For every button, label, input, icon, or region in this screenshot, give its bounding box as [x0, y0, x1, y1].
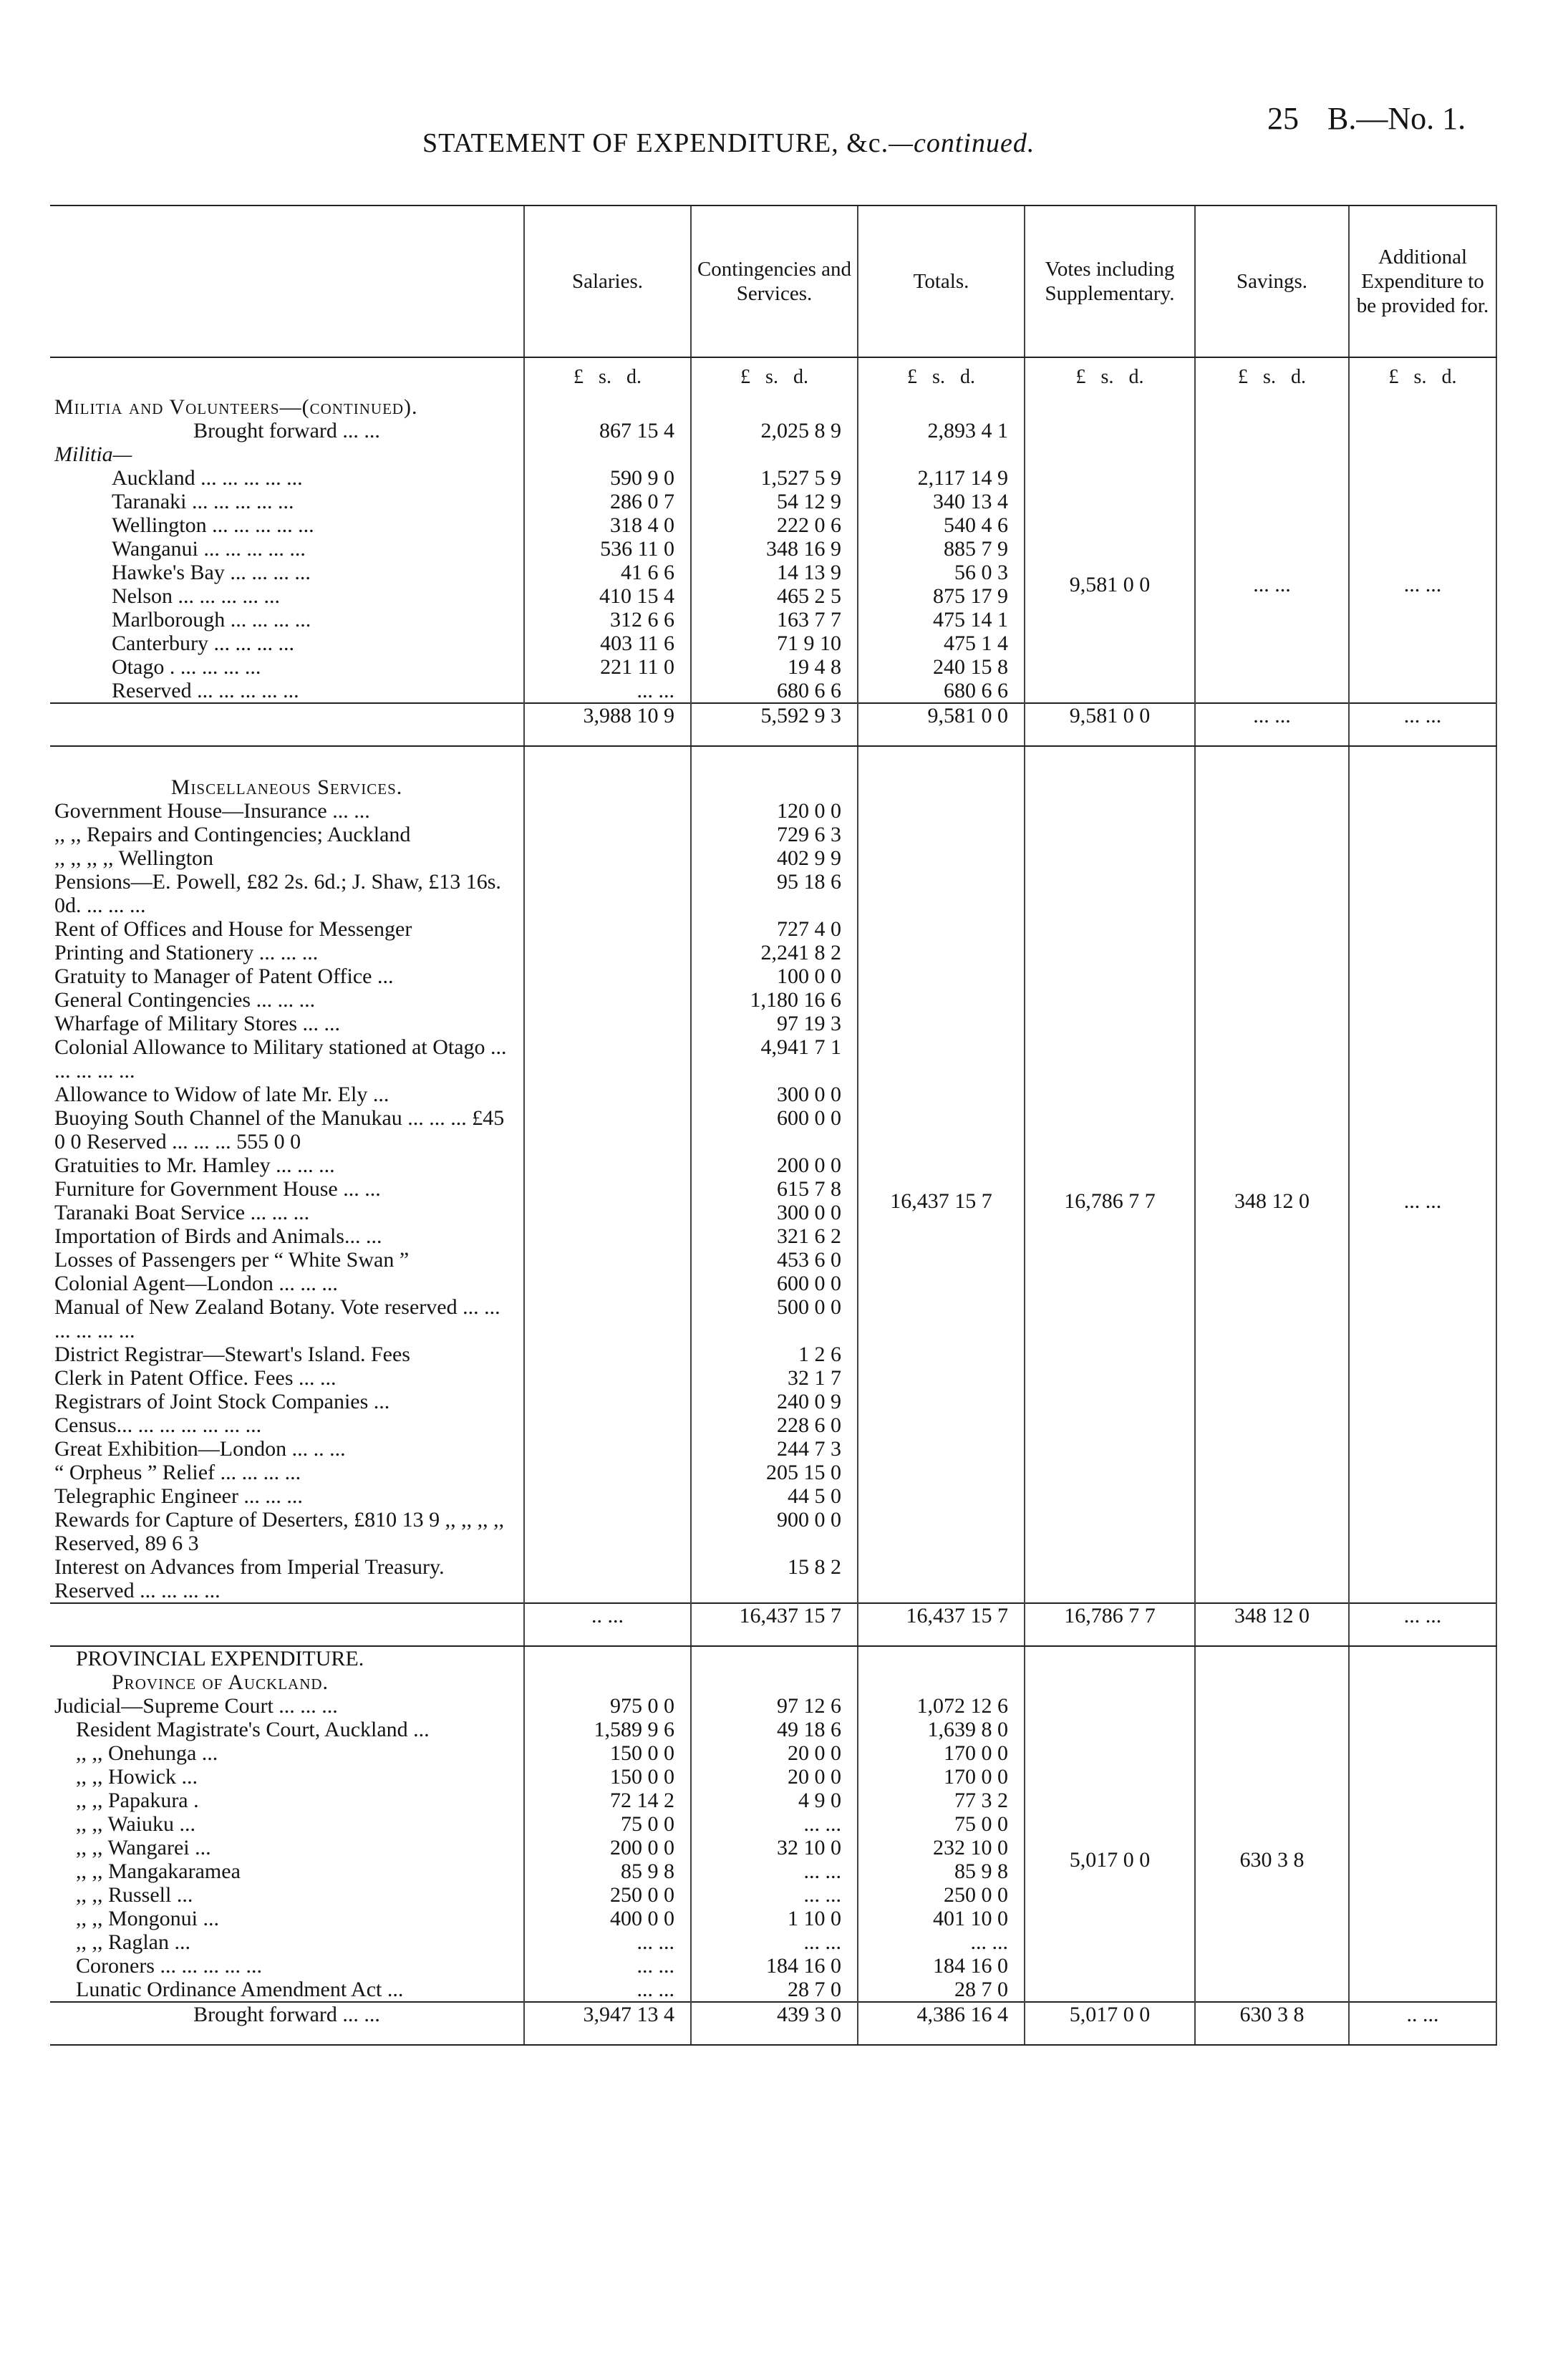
totals-cell: 401 10 0 — [858, 1907, 1025, 1930]
row-label: Furniture for Government House ... ... — [54, 1177, 381, 1201]
savings-total: 348 12 0 — [1195, 1603, 1349, 1646]
ledger-row — [50, 466, 1496, 490]
document-reference: B.—No. 1. — [1327, 101, 1466, 136]
salaries-cell: 1,589 9 6 — [524, 1718, 691, 1741]
brought-forward-label: Brought forward ... ... — [193, 419, 380, 442]
row-label: Canterbury ... ... ... ... — [112, 632, 294, 655]
units-row — [50, 357, 1496, 395]
contingencies-cell: 100 0 0 — [691, 964, 858, 988]
empty-cell — [858, 1670, 1025, 1694]
contingencies-cell: 95 18 6 — [691, 870, 858, 917]
contingencies-cell: 120 0 0 — [691, 799, 858, 823]
column-header-description — [50, 205, 524, 357]
totals-cell: 28 7 0 — [858, 1978, 1025, 2002]
contingencies-cell: 615 7 8 — [691, 1177, 858, 1201]
contingencies-cell: 465 2 5 — [691, 584, 858, 608]
row-label: District Registrar—Stewart's Island. Fees — [54, 1343, 410, 1366]
empty-cell — [1349, 442, 1496, 466]
subsection-heading: Province of Auckland. — [112, 1670, 329, 1694]
contingencies-cell: 244 7 3 — [691, 1437, 858, 1461]
contingencies-total: 16,437 15 7 — [691, 1603, 858, 1646]
salaries-cell — [524, 1508, 691, 1555]
row-label: ,, ,, Repairs and Contingencies; Auckland — [54, 823, 411, 846]
units-label: £ s. d. — [524, 357, 691, 395]
empty-cell — [1195, 746, 1349, 775]
totals-cell: ... ... — [858, 1930, 1025, 1954]
row-label: Rewards for Capture of Deserters, £810 13 9 ,, ,, ,, ,, Reserved, 89 6 3 — [54, 1508, 505, 1555]
salaries-cell — [524, 1012, 691, 1035]
contingencies-cell: 184 16 0 — [691, 1954, 858, 1978]
additional-total: ... ... — [1349, 703, 1496, 746]
totals-cell: 184 16 0 — [858, 1954, 1025, 1978]
row-label: ,, ,, Russell ... — [76, 1883, 193, 1907]
salaries-cell — [524, 846, 691, 870]
contingencies-cell: 300 0 0 — [691, 1201, 858, 1224]
brought-forward-row — [50, 419, 1496, 442]
contingencies-cell: ... ... — [691, 1930, 858, 1954]
column-header-contingencies: Contingencies and Services. — [691, 205, 858, 357]
contingencies-cell: 900 0 0 — [691, 1508, 858, 1555]
salaries-cell: 200 0 0 — [524, 1836, 691, 1859]
salaries-cell: 975 0 0 — [524, 1694, 691, 1718]
salaries-cell — [524, 1248, 691, 1272]
empty-cell — [1025, 1670, 1195, 1694]
row-label: Buoying South Channel of the Manukau ... ... ... £45 0 0 Reserved ... ... ... 555 0 0 — [54, 1106, 505, 1153]
salaries-cell: 400 0 0 — [524, 1907, 691, 1930]
row-label: Pensions—E. Powell, £82 2s. 6d.; J. Shaw, £13 16s. 0d. ... ... ... — [54, 870, 501, 917]
contingencies-cell: ... ... — [691, 1883, 858, 1907]
salaries-cell: 221 11 0 — [524, 655, 691, 679]
salaries-cell — [524, 1413, 691, 1437]
salaries-cell: 150 0 0 — [524, 1741, 691, 1765]
row-label: Wanganui ... ... ... ... ... — [112, 537, 306, 561]
row-label: ,, ,, Mongonui ... — [76, 1907, 220, 1930]
salaries-cell: 150 0 0 — [524, 1765, 691, 1789]
column-header-row — [50, 205, 1496, 357]
ledger-row — [50, 799, 1496, 823]
contingencies-cell: 300 0 0 — [691, 1083, 858, 1106]
empty-cell — [1025, 419, 1195, 442]
contingencies-total: 5,592 9 3 — [691, 703, 858, 746]
salaries-cell — [524, 1106, 691, 1153]
totals-cell: 540 4 6 — [858, 513, 1025, 537]
row-label: Manual of New Zealand Botany. Vote reserved ... ... ... ... ... ... — [54, 1295, 500, 1343]
row-label: Printing and Stationery ... ... ... — [54, 941, 319, 964]
row-label: ,, ,, Wangarei ... — [76, 1836, 211, 1859]
votes-cell-blank — [1025, 1694, 1195, 1718]
row-label: Great Exhibition—London ... .. ... — [54, 1437, 346, 1461]
contingencies-cell: 97 19 3 — [691, 1012, 858, 1035]
section-heading: PROVINCIAL EXPENDITURE. — [76, 1647, 364, 1670]
section-total-row — [50, 1603, 1496, 1646]
row-label: Interest on Advances from Imperial Treasury. Reserved ... ... ... ... — [54, 1555, 445, 1602]
salaries-cell: 867 15 4 — [524, 419, 691, 442]
contingencies-cell: 727 4 0 — [691, 917, 858, 941]
totals-cell: 16,437 15 7 — [858, 799, 1025, 1603]
contingencies-cell: 680 6 6 — [691, 679, 858, 703]
salaries-cell: 312 6 6 — [524, 608, 691, 632]
salaries-cell — [524, 1201, 691, 1224]
row-label: Wellington ... ... ... ... ... — [112, 513, 314, 537]
additional-total: .. ... — [1349, 2002, 1496, 2045]
row-label: Reserved ... ... ... ... ... — [112, 679, 299, 702]
totals-cell: 77 3 2 — [858, 1789, 1025, 1812]
contingencies-cell: 240 0 9 — [691, 1390, 858, 1413]
row-label: Nelson ... ... ... ... ... — [112, 584, 280, 608]
section-heading-row — [50, 1646, 1496, 1670]
row-label: Clerk in Patent Office. Fees ... ... — [54, 1366, 337, 1390]
empty-cell — [1349, 1646, 1496, 1670]
contingencies-cell: 222 0 6 — [691, 513, 858, 537]
contingencies-cell: 32 10 0 — [691, 1836, 858, 1859]
salaries-cell: 75 0 0 — [524, 1812, 691, 1836]
salaries-cell — [524, 1555, 691, 1603]
empty-cell — [1025, 442, 1195, 466]
total-label-blank — [50, 703, 524, 746]
title-suffix: —continued. — [889, 128, 1035, 158]
row-label: Lunatic Ordinance Amendment Act ... — [76, 1978, 404, 2001]
totals-total: 9,581 0 0 — [858, 703, 1025, 746]
subsection-heading-row — [50, 1670, 1496, 1694]
contingencies-cell: 2,025 8 9 — [691, 419, 858, 442]
salaries-cell: 286 0 7 — [524, 490, 691, 513]
totals-cell: 340 13 4 — [858, 490, 1025, 513]
ledger-row — [50, 1718, 1496, 1741]
row-label: Government House—Insurance ... ... — [54, 799, 370, 823]
contingencies-cell: 600 0 0 — [691, 1106, 858, 1153]
row-label: Colonial Allowance to Military stationed at Otago ... ... ... ... ... — [54, 1035, 507, 1083]
savings-cell: ... ... — [1195, 466, 1349, 703]
empty-cell — [1195, 442, 1349, 466]
empty-cell — [858, 1646, 1025, 1670]
totals-cell: 475 14 1 — [858, 608, 1025, 632]
row-label: ,, ,, Raglan ... — [76, 1930, 190, 1954]
totals-cell: 680 6 6 — [858, 679, 1025, 703]
empty-cell — [1195, 1646, 1349, 1670]
empty-cell — [691, 442, 858, 466]
savings-cell-blank — [1195, 1694, 1349, 1718]
section-heading-row — [50, 395, 1496, 419]
salaries-cell — [524, 1366, 691, 1390]
row-label: Hawke's Bay ... ... ... ... — [112, 561, 311, 584]
empty-cell — [858, 746, 1025, 775]
row-label: Registrars of Joint Stock Companies ... — [54, 1390, 390, 1413]
contingencies-cell: 321 6 2 — [691, 1224, 858, 1248]
contingencies-cell: 1,527 5 9 — [691, 466, 858, 490]
savings-cell: 348 12 0 — [1195, 799, 1349, 1603]
totals-cell: 475 1 4 — [858, 632, 1025, 655]
savings-cell: 630 3 8 — [1195, 1718, 1349, 2002]
contingencies-total: 439 3 0 — [691, 2002, 858, 2045]
contingencies-cell: 20 0 0 — [691, 1765, 858, 1789]
row-label: Wharfage of Military Stores ... ... — [54, 1012, 341, 1035]
contingencies-cell: 453 6 0 — [691, 1248, 858, 1272]
salaries-cell — [524, 1461, 691, 1484]
salaries-cell — [524, 1224, 691, 1248]
salaries-cell — [524, 964, 691, 988]
salaries-cell: ... ... — [524, 1978, 691, 2002]
contingencies-cell: ... ... — [691, 1812, 858, 1836]
contingencies-cell: 200 0 0 — [691, 1153, 858, 1177]
row-label: Otago . ... ... ... ... — [112, 655, 261, 679]
contingencies-cell: 500 0 0 — [691, 1295, 858, 1343]
section-heading: Miscellaneous Services. — [170, 775, 403, 799]
row-label: Importation of Birds and Animals... ... — [54, 1224, 382, 1248]
empty-cell — [858, 442, 1025, 466]
empty-cell — [691, 1646, 858, 1670]
totals-cell: 885 7 9 — [858, 537, 1025, 561]
salaries-cell: 72 14 2 — [524, 1789, 691, 1812]
contingencies-cell: 4 9 0 — [691, 1789, 858, 1812]
contingencies-cell: 32 1 7 — [691, 1366, 858, 1390]
savings-total: 630 3 8 — [1195, 2002, 1349, 2045]
units-label: £ s. d. — [691, 357, 858, 395]
salaries-cell: 85 9 8 — [524, 1859, 691, 1883]
row-label: ,, ,, Howick ... — [76, 1765, 198, 1789]
row-label: Losses of Passengers per “ White Swan ” — [54, 1248, 410, 1272]
salaries-cell — [524, 988, 691, 1012]
row-label: ,, ,, Papakura . — [76, 1789, 199, 1812]
contingencies-cell: 600 0 0 — [691, 1272, 858, 1295]
row-label: Marlborough ... ... ... ... — [112, 608, 311, 632]
total-label-blank — [50, 1603, 524, 1646]
salaries-cell — [524, 1295, 691, 1343]
additional-total: ... ... — [1349, 1603, 1496, 1646]
empty-cell — [858, 395, 1025, 419]
contingencies-cell: 54 12 9 — [691, 490, 858, 513]
additional-cell-blank — [1349, 1694, 1496, 2002]
totals-total: 4,386 16 4 — [858, 2002, 1025, 2045]
empty-cell — [1349, 395, 1496, 419]
contingencies-cell: ... ... — [691, 1859, 858, 1883]
salaries-total: .. ... — [524, 1603, 691, 1646]
expenditure-table — [50, 205, 1497, 2046]
row-label: Telegraphic Engineer ... ... ... — [54, 1484, 303, 1508]
contingencies-cell: 15 8 2 — [691, 1555, 858, 1603]
empty-cell — [524, 442, 691, 466]
salaries-cell — [524, 1437, 691, 1461]
salaries-cell — [524, 1484, 691, 1508]
expenditure-table-body — [50, 205, 1496, 2045]
contingencies-cell: 2,241 8 2 — [691, 941, 858, 964]
savings-total: ... ... — [1195, 703, 1349, 746]
units-blank — [50, 357, 524, 395]
title-text: STATEMENT OF EXPENDITURE, &c. — [422, 128, 889, 158]
row-label: ,, ,, Onehunga ... — [76, 1741, 218, 1765]
contingencies-cell: 97 12 6 — [691, 1694, 858, 1718]
salaries-cell — [524, 1343, 691, 1366]
votes-total: 16,786 7 7 — [1025, 1603, 1195, 1646]
section-heading: Militia and Volunteers—(continued). — [54, 395, 418, 419]
salaries-cell — [524, 1272, 691, 1295]
empty-cell — [691, 746, 858, 775]
salaries-cell — [524, 1083, 691, 1106]
totals-cell: 85 9 8 — [858, 1859, 1025, 1883]
salaries-cell — [524, 1390, 691, 1413]
empty-cell — [1349, 775, 1496, 799]
section-total-row — [50, 703, 1496, 746]
empty-cell — [524, 1670, 691, 1694]
brought-forward-total-row — [50, 2002, 1496, 2045]
contingencies-cell: 4,941 7 1 — [691, 1035, 858, 1083]
salaries-total: 3,988 10 9 — [524, 703, 691, 746]
salaries-cell: 250 0 0 — [524, 1883, 691, 1907]
votes-cell: 5,017 0 0 — [1025, 1718, 1195, 2002]
additional-cell: ... ... — [1349, 466, 1496, 703]
contingencies-cell: 205 15 0 — [691, 1461, 858, 1484]
empty-cell — [1195, 395, 1349, 419]
totals-cell: 1,072 12 6 — [858, 1694, 1025, 1718]
column-header-salaries: Salaries. — [524, 205, 691, 357]
totals-cell: 170 0 0 — [858, 1765, 1025, 1789]
salaries-total: 3,947 13 4 — [524, 2002, 691, 2045]
salaries-cell: ... ... — [524, 1954, 691, 1978]
salaries-cell — [524, 917, 691, 941]
row-label: ,, ,, Waiuku ... — [76, 1812, 196, 1836]
contingencies-cell: 402 9 9 — [691, 846, 858, 870]
salaries-cell — [524, 823, 691, 846]
contingencies-cell: 163 7 7 — [691, 608, 858, 632]
row-label: Resident Magistrate's Court, Auckland ... — [76, 1718, 430, 1741]
totals-cell: 250 0 0 — [858, 1883, 1025, 1907]
totals-cell: 875 17 9 — [858, 584, 1025, 608]
empty-cell — [524, 1646, 691, 1670]
contingencies-cell: 1 10 0 — [691, 1907, 858, 1930]
salaries-cell: ... ... — [524, 679, 691, 703]
subheading-row — [50, 442, 1496, 466]
empty-cell — [1025, 775, 1195, 799]
column-header-votes: Votes including Supplementary. — [1025, 205, 1195, 357]
row-label: Coroners ... ... ... ... ... — [76, 1954, 262, 1978]
units-label: £ s. d. — [1195, 357, 1349, 395]
row-label: Rent of Offices and House for Messenger — [54, 917, 412, 941]
empty-cell — [691, 775, 858, 799]
salaries-cell — [524, 799, 691, 823]
votes-cell: 16,786 7 7 — [1025, 799, 1195, 1603]
salaries-cell — [524, 870, 691, 917]
salaries-cell: 403 11 6 — [524, 632, 691, 655]
contingencies-cell: 49 18 6 — [691, 1718, 858, 1741]
row-label: ,, ,, Mangakaramea — [76, 1859, 241, 1883]
column-header-savings: Savings. — [1195, 205, 1349, 357]
page-title — [422, 127, 1035, 159]
row-label: Allowance to Widow of late Mr. Ely ... — [54, 1083, 389, 1106]
page-number: 25 — [1267, 101, 1299, 136]
empty-cell — [524, 395, 691, 419]
salaries-cell — [524, 1153, 691, 1177]
votes-total: 9,581 0 0 — [1025, 703, 1195, 746]
empty-cell — [1025, 395, 1195, 419]
totals-cell: 240 15 8 — [858, 655, 1025, 679]
totals-cell: 232 10 0 — [858, 1836, 1025, 1859]
empty-cell — [524, 775, 691, 799]
empty-cell — [691, 395, 858, 419]
row-label: ,, ,, ,, ,, Wellington — [54, 846, 214, 870]
brought-forward-label: Brought forward ... ... — [50, 2002, 524, 2045]
votes-total: 5,017 0 0 — [1025, 2002, 1195, 2045]
units-label: £ s. d. — [858, 357, 1025, 395]
row-label: Judicial—Supreme Court ... ... ... — [54, 1694, 338, 1718]
row-label: General Contingencies ... ... ... — [54, 988, 316, 1012]
row-label: Colonial Agent—London ... ... ... — [54, 1272, 338, 1295]
contingencies-cell: 1,180 16 6 — [691, 988, 858, 1012]
row-label: Auckland ... ... ... ... ... — [112, 466, 303, 490]
empty-cell — [1349, 419, 1496, 442]
contingencies-cell: 348 16 9 — [691, 537, 858, 561]
row-label: Taranaki ... ... ... ... ... — [112, 490, 294, 513]
additional-cell: ... ... — [1349, 799, 1496, 1603]
totals-cell: 2,893 4 1 — [858, 419, 1025, 442]
gap-row — [50, 746, 1496, 775]
contingencies-cell: 19 4 8 — [691, 655, 858, 679]
page-header-right — [1267, 100, 1466, 137]
salaries-cell: 318 4 0 — [524, 513, 691, 537]
empty-cell — [858, 775, 1025, 799]
empty-cell — [1349, 1670, 1496, 1694]
contingencies-cell: 228 6 0 — [691, 1413, 858, 1437]
units-label: £ s. d. — [1025, 357, 1195, 395]
contingencies-cell: 14 13 9 — [691, 561, 858, 584]
contingencies-cell: 28 7 0 — [691, 1978, 858, 2002]
column-header-additional: Additional Expenditure to be provided for. — [1349, 205, 1496, 357]
empty-cell — [1195, 775, 1349, 799]
empty-cell — [691, 1670, 858, 1694]
salaries-cell: 410 15 4 — [524, 584, 691, 608]
salaries-cell: 536 11 0 — [524, 537, 691, 561]
salaries-cell — [524, 1177, 691, 1201]
militia-subheading: Militia— — [54, 442, 132, 466]
salaries-cell — [524, 1035, 691, 1083]
ledger-row — [50, 1694, 1496, 1718]
votes-cell: 9,581 0 0 — [1025, 466, 1195, 703]
empty-cell — [1195, 1670, 1349, 1694]
salaries-cell — [524, 941, 691, 964]
empty-cell — [524, 746, 691, 775]
contingencies-cell: 44 5 0 — [691, 1484, 858, 1508]
row-label: Taranaki Boat Service ... ... ... — [54, 1201, 310, 1224]
totals-cell: 1,639 8 0 — [858, 1718, 1025, 1741]
totals-cell: 2,117 14 9 — [858, 466, 1025, 490]
salaries-cell: 590 9 0 — [524, 466, 691, 490]
empty-cell — [1195, 419, 1349, 442]
column-header-totals: Totals. — [858, 205, 1025, 357]
spacer — [50, 746, 524, 775]
row-label: Gratuity to Manager of Patent Office ... — [54, 964, 394, 988]
totals-cell: 75 0 0 — [858, 1812, 1025, 1836]
empty-cell — [1025, 1646, 1195, 1670]
totals-cell: 56 0 3 — [858, 561, 1025, 584]
contingencies-cell: 71 9 10 — [691, 632, 858, 655]
totals-cell: 170 0 0 — [858, 1741, 1025, 1765]
salaries-cell: 41 6 6 — [524, 561, 691, 584]
contingencies-cell: 729 6 3 — [691, 823, 858, 846]
units-label: £ s. d. — [1349, 357, 1496, 395]
section-heading-row — [50, 775, 1496, 799]
row-label: Census... ... ... ... ... ... ... — [54, 1413, 262, 1437]
contingencies-cell: 20 0 0 — [691, 1741, 858, 1765]
empty-cell — [1349, 746, 1496, 775]
row-label: Gratuities to Mr. Hamley ... ... ... — [54, 1153, 335, 1177]
totals-total: 16,437 15 7 — [858, 1603, 1025, 1646]
salaries-cell: ... ... — [524, 1930, 691, 1954]
row-label: “ Orpheus ” Relief ... ... ... ... — [54, 1461, 301, 1484]
empty-cell — [1025, 746, 1195, 775]
contingencies-cell: 1 2 6 — [691, 1343, 858, 1366]
